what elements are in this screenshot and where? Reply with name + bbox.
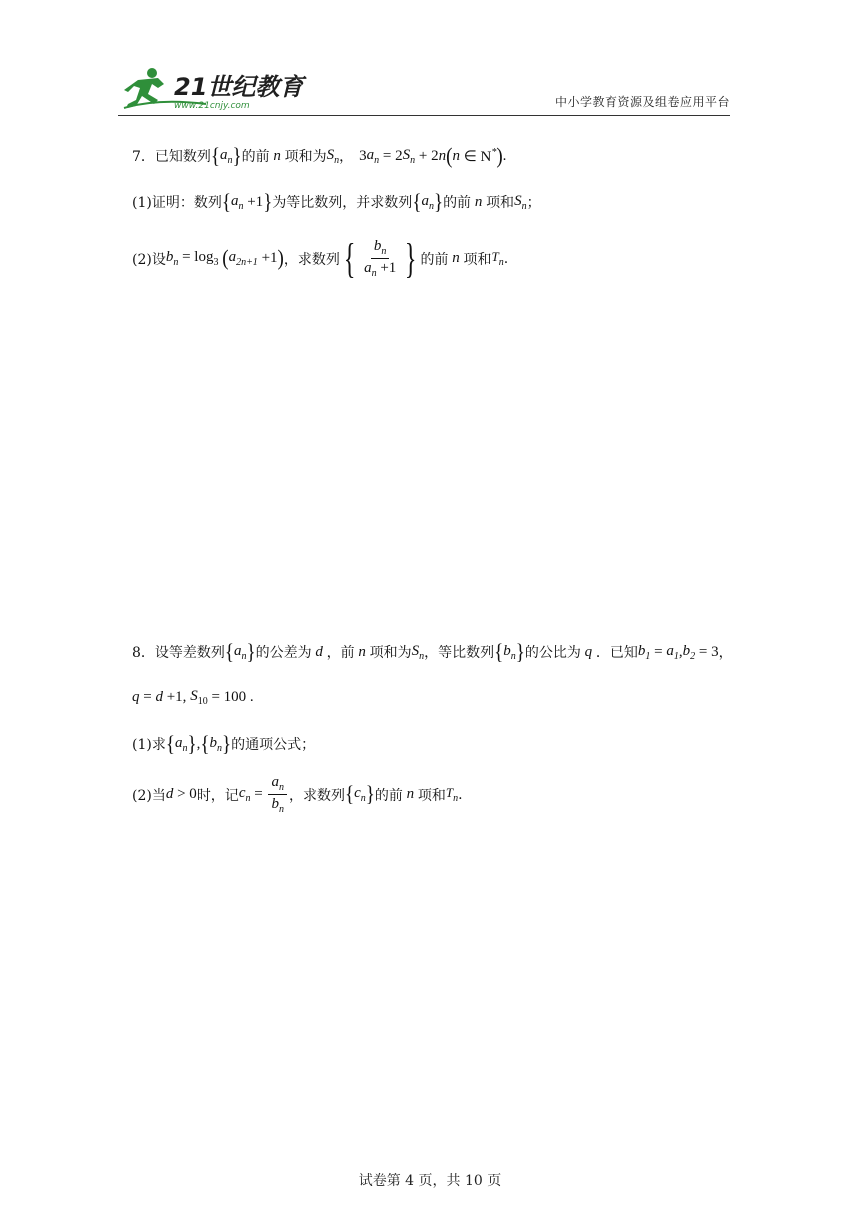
page-footer: 试卷第 4 页，共 10 页 — [358, 1173, 502, 1189]
q7-stem: 7．已知数列 { $a_n$ } 的前 n 项和为 $S_n$ ， 3 $a_n$ = 2 $S_n$ + 2 n ( n ∈ N* ) . — [132, 143, 507, 169]
logo-url: www.21cnjy.com — [174, 101, 250, 111]
fraction-an-over-bn: $\frac{a_n}{b_n}$ — [268, 774, 287, 815]
fraction-bn-over-an-plus-1: $\frac{b_n}{a_n +1}$ — [364, 238, 397, 279]
q8-part1: (1)求 { $a_n$ } , { $b_n$ } 的通项公式； — [132, 731, 316, 757]
q8-stem-line1: 8．设等差数列 { $a_n$ } 的公差为 d ，前 n 项和为 $S_n$ ，等比数列 { $b_n$ } 的公比为 q ．已知 $b_1$ = $a_1$ , $b_2$ = 3 ， — [132, 639, 733, 665]
q7-part2: (2)设 $b_n$ = $\log_3$ ( $a_{2n+1}$ +1 ) ，求数列 { $\frac{b_n}{a_n +1}$ } 的前 n 项和 $T_n$ . — [132, 234, 509, 282]
q8-part2: (2)当 d > 0 时，记 $c_n$ = $\frac{a_n}{b_n}$ ，求数列 { $c_n$ } 的前 n 项和 $T_n$ . — [132, 774, 463, 815]
q7-part1: (1)证明：数列 { $a_n$ +1 } 为等比数列，并求数列 { $a_n$ } 的前 n 项和 $S_n$ ； — [132, 189, 541, 215]
logo-21cnjy — [118, 64, 318, 114]
logo-text: 21世纪教育 — [174, 73, 304, 101]
header-divider — [118, 115, 730, 116]
platform-name: 中小学教育资源及组卷应用平台 — [554, 95, 730, 109]
q8-stem-line2: q = d +1, $S_{10}$ = 100 . — [132, 688, 254, 707]
page-header — [118, 64, 730, 116]
